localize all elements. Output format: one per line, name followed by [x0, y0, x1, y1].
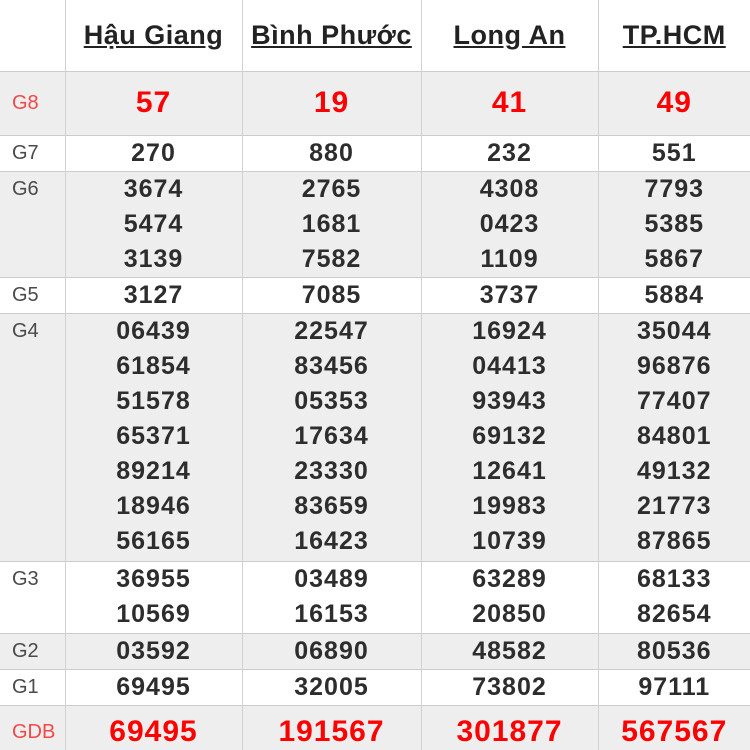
prize-numbers-cell — [421, 72, 598, 136]
prize-number: 65371 — [116, 422, 191, 450]
prize-number: 68133 — [636, 565, 712, 593]
prize-number: 06890 — [294, 637, 369, 665]
prize-number: 191567 — [278, 715, 385, 748]
prize-number: 49132 — [636, 457, 712, 485]
prize-numbers-cell — [65, 172, 242, 278]
prize-number: 2765 — [301, 175, 362, 203]
prize-numbers-cell — [421, 172, 598, 278]
prize-number: 551 — [651, 139, 697, 167]
prize-number: 57 — [135, 86, 172, 119]
prize-numbers-cell — [65, 634, 242, 670]
prize-numbers-cell — [421, 706, 598, 750]
prize-number: 22547 — [294, 317, 369, 345]
prize-numbers-cell — [242, 278, 421, 314]
prize-numbers-cell — [242, 136, 421, 172]
prize-numbers-cell — [242, 706, 421, 750]
prize-number: 3139 — [123, 245, 184, 273]
prize-numbers-cell — [421, 634, 598, 670]
prize-number: 82654 — [636, 600, 712, 628]
prize-number: 0423 — [479, 210, 540, 238]
prize-number: 83456 — [294, 352, 369, 380]
prize-row-g7 — [0, 136, 750, 172]
prize-numbers-cell — [242, 670, 421, 706]
column-header-long-an[interactable]: Long An — [421, 0, 598, 72]
prize-numbers-cell — [598, 706, 750, 750]
prize-number: 96876 — [636, 352, 712, 380]
prize-numbers-cell — [65, 72, 242, 136]
prize-number: 12641 — [472, 457, 547, 485]
prize-number: 73802 — [472, 673, 547, 701]
prize-number: 87865 — [636, 527, 712, 555]
prize-number: 77407 — [636, 387, 712, 415]
prize-number: 05353 — [294, 387, 369, 415]
prize-label-g3: G3 — [0, 562, 65, 634]
prize-numbers-cell — [598, 634, 750, 670]
prize-numbers-cell — [65, 562, 242, 634]
prize-numbers-cell — [421, 670, 598, 706]
prize-label-g4: G4 — [0, 314, 65, 562]
prize-numbers-cell — [598, 562, 750, 634]
prize-number: 16423 — [294, 527, 369, 555]
prize-number: 61854 — [116, 352, 191, 380]
prize-row-g5 — [0, 278, 750, 314]
prize-number: 10569 — [116, 600, 191, 628]
prize-number: 3737 — [479, 281, 540, 309]
prize-numbers-cell — [421, 562, 598, 634]
prize-number: 89214 — [116, 457, 191, 485]
prize-number: 301877 — [456, 715, 563, 748]
header-empty-cell — [0, 0, 65, 72]
prize-number: 19 — [313, 86, 350, 119]
prize-number: 7582 — [301, 245, 362, 273]
prize-numbers-cell — [242, 72, 421, 136]
prize-number: 06439 — [116, 317, 191, 345]
prize-number: 49 — [656, 86, 692, 119]
prize-number: 1681 — [301, 210, 362, 238]
prize-number: 3127 — [123, 281, 184, 309]
prize-number: 7085 — [301, 281, 362, 309]
prize-label-g7: G7 — [0, 136, 65, 172]
prize-numbers-cell — [242, 314, 421, 562]
prize-numbers-cell — [598, 314, 750, 562]
prize-number: 21773 — [636, 492, 712, 520]
prize-number: 36955 — [116, 565, 191, 593]
prize-number: 69495 — [116, 673, 191, 701]
prize-number: 03592 — [116, 637, 191, 665]
prize-numbers-cell — [598, 172, 750, 278]
prize-number: 35044 — [636, 317, 712, 345]
prize-number: 93943 — [472, 387, 547, 415]
prize-number: 56165 — [116, 527, 191, 555]
prize-number: 20850 — [472, 600, 547, 628]
prize-numbers-cell — [598, 670, 750, 706]
prize-numbers-cell — [65, 706, 242, 750]
prize-row-g3 — [0, 562, 750, 634]
prize-row-g1 — [0, 670, 750, 706]
prize-number: 51578 — [116, 387, 191, 415]
prize-number: 5867 — [644, 245, 705, 273]
column-header-hau-giang[interactable]: Hậu Giang — [65, 0, 242, 72]
prize-number: 880 — [309, 139, 354, 167]
column-header-tp-hcm[interactable]: TP.HCM — [598, 0, 750, 72]
prize-numbers-cell — [242, 172, 421, 278]
prize-number: 3674 — [123, 175, 184, 203]
prize-number: 32005 — [294, 673, 369, 701]
prize-label-g6: G6 — [0, 172, 65, 278]
prize-number: 5385 — [644, 210, 705, 238]
prize-row-g4 — [0, 314, 750, 562]
prize-number: 232 — [487, 139, 532, 167]
prize-number: 19983 — [472, 492, 547, 520]
prize-row-g2 — [0, 634, 750, 670]
prize-number: 5474 — [123, 210, 184, 238]
prize-number: 270 — [131, 139, 176, 167]
prize-number: 84801 — [636, 422, 712, 450]
prize-number: 69495 — [109, 715, 198, 748]
prize-row-gdb — [0, 706, 750, 750]
prize-numbers-cell — [598, 72, 750, 136]
prize-number: 17634 — [294, 422, 369, 450]
prize-number: 41 — [491, 86, 528, 119]
prize-label-g1: G1 — [0, 670, 65, 706]
prize-number: 4308 — [479, 175, 540, 203]
prize-number: 567567 — [621, 715, 728, 748]
prize-row-g6 — [0, 172, 750, 278]
prize-numbers-cell — [598, 278, 750, 314]
prize-number: 80536 — [636, 637, 712, 665]
prize-numbers-cell — [421, 278, 598, 314]
prize-numbers-cell — [65, 136, 242, 172]
prize-number: 48582 — [472, 637, 547, 665]
prize-number: 1109 — [480, 245, 539, 273]
prize-row-g8 — [0, 72, 750, 136]
prize-number: 23330 — [294, 457, 369, 485]
prize-number: 7793 — [644, 175, 705, 203]
prize-number: 5884 — [644, 281, 705, 309]
prize-numbers-cell — [421, 136, 598, 172]
prize-number: 10739 — [472, 527, 547, 555]
prize-number: 63289 — [472, 565, 547, 593]
prize-numbers-cell — [598, 136, 750, 172]
prize-number: 83659 — [294, 492, 369, 520]
prize-numbers-cell — [65, 314, 242, 562]
prize-numbers-cell — [242, 634, 421, 670]
prize-number: 16153 — [294, 600, 369, 628]
prize-number: 69132 — [472, 422, 547, 450]
prize-number: 97111 — [638, 673, 711, 701]
prize-number: 18946 — [116, 492, 191, 520]
prize-number: 03489 — [294, 565, 369, 593]
header-row — [0, 0, 750, 72]
prize-number: 16924 — [472, 317, 547, 345]
prize-numbers-cell — [65, 670, 242, 706]
prize-number: 04413 — [472, 352, 547, 380]
prize-label-g8: G8 — [0, 72, 65, 136]
prize-numbers-cell — [65, 278, 242, 314]
prize-label-g5: G5 — [0, 278, 65, 314]
prize-numbers-cell — [421, 314, 598, 562]
column-header-binh-phuoc[interactable]: Bình Phước — [242, 0, 421, 72]
prize-label-g2: G2 — [0, 634, 65, 670]
prize-label-gdb: GDB — [0, 706, 65, 750]
prize-numbers-cell — [242, 562, 421, 634]
